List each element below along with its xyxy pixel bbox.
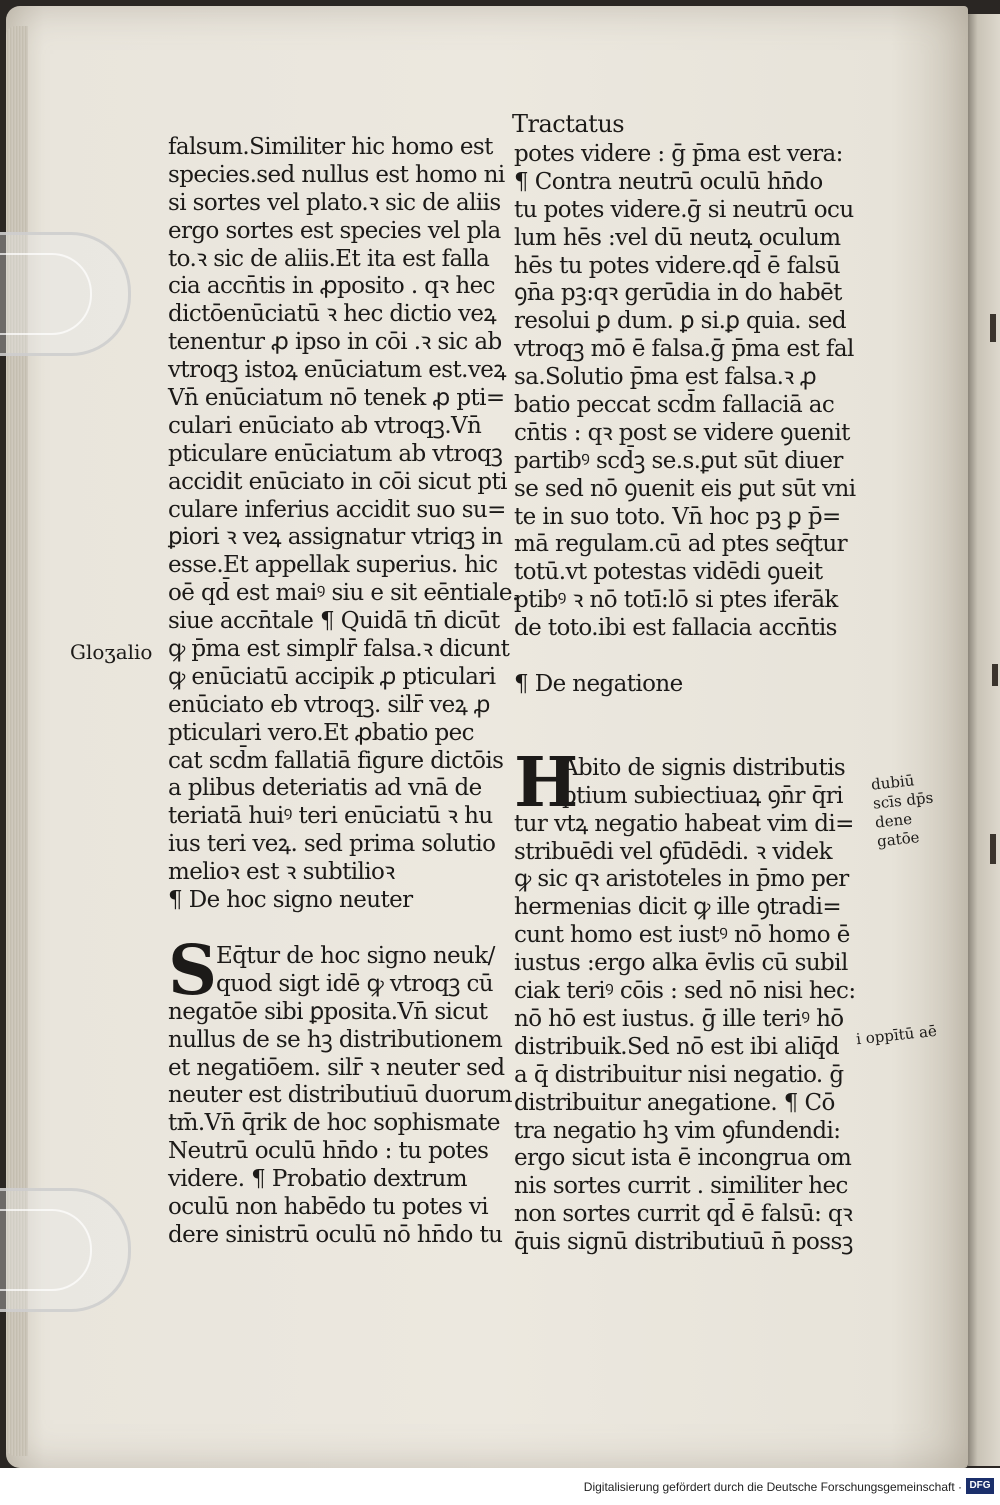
text-line: batio peccat scd̄m fallaciā ac bbox=[514, 392, 835, 419]
text-line: se sed nō ꝯuenit eis ꝑut sūt vni bbox=[514, 475, 856, 502]
text-line: dictōenūciatū ꝛ hec dictio veꝝ bbox=[168, 301, 497, 328]
text-line: distribuik.Sed nō est ibi aliq̄d bbox=[514, 1033, 839, 1060]
right-paragraph-1 bbox=[514, 141, 854, 643]
adjacent-page-edge bbox=[968, 14, 1000, 1466]
text-line: ius teri veꝝ. sed prima solutio bbox=[168, 831, 496, 858]
text-line: hēs tu potes videre.qd̄ ē falsū bbox=[514, 252, 840, 279]
text-line: oē qd̄ est maiꝰ siu e sit eēntiale. bbox=[168, 580, 519, 607]
text-line: tur vtꝝ negatio habeat vim di= bbox=[514, 810, 854, 837]
text-line: te in suo toto. Vn̄ hoc pꝫ ꝑ p̄= bbox=[514, 503, 841, 530]
right-paragraph-2 bbox=[514, 742, 856, 1257]
text-line: totū.vt potestas vidēdi ꝯueit bbox=[514, 559, 823, 586]
footer-bar bbox=[0, 1468, 1000, 1505]
text-line: Eq̄tur de hoc signo neuk/ bbox=[216, 942, 495, 969]
book-clip-top bbox=[0, 232, 131, 356]
book-clip-bottom bbox=[0, 1188, 131, 1312]
text-line: ¶ Contra neutrū oculū hn̄do bbox=[514, 168, 823, 195]
dfg-logo: DFG bbox=[966, 1478, 994, 1494]
text-line: Vn̄ enūciatum nō tenek ꝓ pti= bbox=[168, 385, 505, 412]
text-line: si sortes vel plato.ꝛ sic de aliis bbox=[168, 189, 501, 216]
text-line: ꝙ p̄ma est simplr̄ falsa.ꝛ dicunt bbox=[168, 636, 510, 663]
section-heading-negatione: ¶ De negatione bbox=[514, 671, 683, 698]
text-line: partibꝰ scd̄ꝫ se.s.ꝑut sūt diuer bbox=[514, 447, 843, 474]
text-line: cunt homo est iustꝰ nō homo ē bbox=[514, 922, 850, 949]
text-line: a q̄ distribuitur nisi negatio. ḡ bbox=[514, 1061, 844, 1088]
dropcap-initial: S bbox=[168, 930, 217, 1011]
text-line: nō hō est iustus. ḡ ille teriꝰ hō bbox=[514, 1005, 844, 1032]
text-line: quod sigt idē ꝙ vtroqꝫ cū bbox=[216, 970, 493, 997]
funding-credit: Digitalisierung gefördert durch die Deutsche Forschungsgemeinschaft · bbox=[583, 1480, 962, 1494]
text-line: tm̄.Vn̄ q̄rik de hoc sophismate bbox=[168, 1110, 500, 1137]
text-line: oculū non habēdo tu potes vi bbox=[168, 1193, 489, 1220]
text-line: hermenias dicit ꝙ ille ꝯtradi= bbox=[514, 894, 842, 921]
text-line: lum hēs :vel dū neutꝝ oculum bbox=[514, 224, 841, 251]
text-line: pticulare enūciatum ab vtroqꝫ bbox=[168, 440, 503, 467]
margin-note-left: Gloʒalio bbox=[70, 640, 153, 664]
text-line: q̄uis signū distributiuū n̄ possꝫ bbox=[514, 1229, 853, 1256]
text-line: sa.Solutio p̄ma est falsa.ꝛ ꝓ bbox=[514, 364, 817, 391]
text-line: ꝑiori ꝛ veꝝ assignatur vtriqꝫ in bbox=[168, 524, 503, 551]
text-line: accidit enūciato in cōi sicut pti bbox=[168, 468, 507, 495]
text-line: ptium subiectiuaꝝ ꝯn̄r q̄ri bbox=[562, 782, 843, 809]
text-line: nis sortes currit . similiter hec bbox=[514, 1173, 848, 1200]
text-line: stribuēdi vel ꝯfūdēdi. ꝛ videk bbox=[514, 838, 832, 865]
text-line: de toto.ibi est fallacia accn̄tis bbox=[514, 615, 837, 642]
text-line: cia accn̄tis in ꝓposito . qꝛ hec bbox=[168, 273, 495, 300]
text-line: ptibꝰ ꝛ nō totī:lō si ptes iferāk bbox=[514, 587, 838, 614]
text-line: ergo sortes est species vel pla bbox=[168, 217, 501, 244]
text-line: to.ꝛ sic de aliis.Et ita est falla bbox=[168, 245, 490, 272]
text-line: nullus de se hꝫ distributionem bbox=[168, 1026, 503, 1053]
text-line: ꝯn̄a pꝫ:qꝛ gerūdia in do habēt bbox=[514, 280, 842, 307]
text-line: siue accn̄tale ¶ Quidā tn̄ dicūt bbox=[168, 608, 500, 635]
text-line: videre. ¶ Probatio dextrum bbox=[168, 1166, 467, 1193]
text-line: ꝙ sic qꝛ aristoteles in p̄mo per bbox=[514, 866, 849, 893]
text-line: enūciato eb vtroqꝫ. silr̄ veꝝ ꝓ bbox=[168, 691, 490, 718]
text-line: esse.Et appellak superius. hic bbox=[168, 552, 498, 579]
text-line: Neutrū oculū hn̄do : tu potes bbox=[168, 1138, 489, 1165]
right-text-column bbox=[514, 141, 854, 1257]
running-title: Tractatus bbox=[512, 110, 625, 138]
left-paragraph-2 bbox=[168, 930, 512, 1250]
text-line: iustus :ergo alka ēvlis cū subil bbox=[514, 950, 848, 977]
left-paragraph-1 bbox=[168, 134, 519, 887]
text-line: melioꝛ est ꝛ subtilioꝛ bbox=[168, 859, 395, 886]
text-line: tu potes videre.ḡ si neutrū ocu bbox=[514, 196, 854, 223]
text-line: negatōe sibi ꝑposita.Vn̄ sicut bbox=[168, 998, 488, 1025]
margin-note-right-dubium: dubiū scīs dp̄s dene gatōe bbox=[870, 771, 935, 851]
text-line: ergo sicut ista ē incongrua om bbox=[514, 1145, 852, 1172]
text-line: mā regulam.cū ad ptes seq̄tur bbox=[514, 531, 847, 558]
text-line: dere sinistrū oculū nō hn̄do tu bbox=[168, 1221, 503, 1248]
text-line: neuter est distributiuū duorum bbox=[168, 1082, 512, 1109]
text-line: vtroqꝫ mō ē falsa.ḡ p̄ma est fal bbox=[514, 336, 854, 363]
text-line: culari enūciato ab vtroqꝫ.Vn̄ bbox=[168, 412, 482, 439]
margin-note-right-oppositum: i oppītū aē bbox=[855, 1021, 938, 1049]
left-text-column bbox=[168, 134, 519, 1250]
text-line: tenentur ꝓ ipso in cōi .ꝛ sic ab bbox=[168, 329, 502, 356]
text-line: resolui ꝑ dum. ꝑ si.ꝑ quia. sed bbox=[514, 308, 847, 335]
text-line: culare inferius accidit suo su= bbox=[168, 496, 506, 523]
text-line: Abito de signis distributis bbox=[562, 754, 846, 781]
text-line: distribuitur anegatione. ¶ Cō bbox=[514, 1089, 835, 1116]
text-line: ciak teriꝰ cōis : sed nō nisi hec: bbox=[514, 978, 856, 1005]
text-line: vtroqꝫ istoꝝ enūciatum est.veꝝ bbox=[168, 357, 506, 384]
text-line: pticulari vero.Et ꝓbatio pec bbox=[168, 719, 474, 746]
dropcap-initial: H bbox=[514, 742, 578, 823]
text-line: non sortes currit qd̄ ē falsū: qꝛ bbox=[514, 1201, 853, 1228]
text-line: species.sed nullus est homo ni bbox=[168, 161, 505, 188]
text-line: cat scd̄m fallatiā figure dictōis bbox=[168, 747, 504, 774]
text-line: potes videre : ḡ p̄ma est vera: bbox=[514, 141, 843, 167]
text-line: a plibus deteriatis ad vnā de bbox=[168, 775, 482, 802]
text-line: tra negatio hꝫ vim ꝯfundendi: bbox=[514, 1117, 841, 1144]
text-line: falsum.Similiter hic homo est bbox=[168, 134, 493, 160]
text-line: teriatā huiꝰ teri enūciatū ꝛ hu bbox=[168, 803, 493, 830]
text-line: cn̄tis : qꝛ post se videre ꝯuenit bbox=[514, 419, 850, 446]
text-line: et negatiōem. silr̄ ꝛ neuter sed bbox=[168, 1054, 505, 1081]
text-line: ꝙ enūciatū accipik ꝓ pticulari bbox=[168, 663, 496, 690]
section-heading-neuter: ¶ De hoc signo neuter bbox=[168, 887, 413, 914]
